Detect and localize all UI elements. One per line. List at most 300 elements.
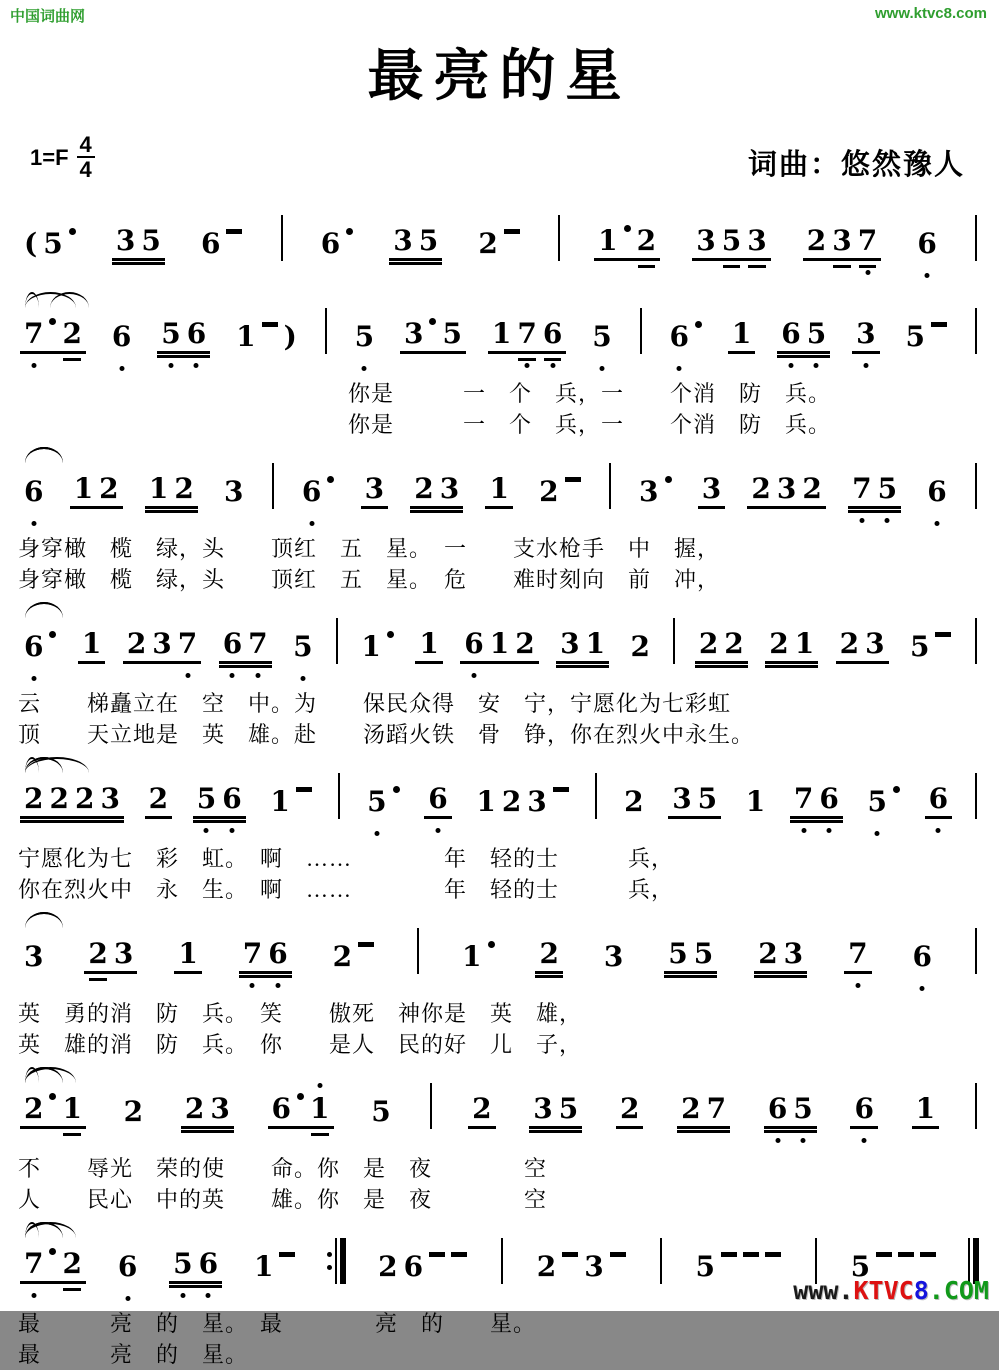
music-note	[905, 320, 924, 354]
note-glyph: 1	[731, 317, 752, 350]
note-glyph: 3	[603, 940, 624, 973]
music-note	[223, 627, 242, 661]
watermark-segment: 8	[913, 1276, 929, 1305]
music-note	[429, 317, 436, 351]
music-note	[419, 627, 438, 661]
octave-dot-below	[525, 363, 530, 368]
note-glyph: 6	[669, 320, 689, 353]
music-note	[99, 472, 118, 506]
note-glyph: 2	[174, 472, 194, 505]
octave-dot-below	[119, 366, 124, 371]
music-note	[429, 1250, 445, 1284]
note-glyph: 1	[462, 940, 482, 973]
music-note	[854, 1092, 873, 1126]
note-glyph	[743, 1252, 759, 1257]
music-note	[419, 224, 438, 258]
note-group	[78, 627, 105, 664]
note-glyph	[49, 631, 56, 638]
note-glyph: 7	[848, 937, 868, 970]
note-glyph: 2	[123, 1095, 144, 1128]
note-group	[836, 627, 889, 664]
music-note	[931, 320, 947, 354]
music-note	[451, 1250, 467, 1284]
barline	[338, 773, 340, 819]
music-note	[226, 227, 242, 261]
music-note	[178, 937, 197, 971]
barline	[975, 773, 977, 819]
music-note	[355, 320, 374, 354]
note-glyph	[765, 1252, 781, 1257]
music-note	[665, 475, 672, 509]
note-group	[691, 1250, 784, 1284]
note-group	[220, 475, 247, 509]
note-glyph: 2	[472, 1092, 492, 1125]
music-note	[414, 472, 433, 506]
note-glyph: 5	[442, 317, 462, 350]
note-group	[20, 630, 60, 664]
music-note	[584, 1250, 603, 1284]
music-note	[893, 785, 900, 819]
note-group	[533, 1250, 630, 1284]
note-glyph: 2	[681, 1092, 701, 1125]
note-glyph: 1	[148, 472, 169, 505]
note-glyph	[327, 476, 334, 483]
note-glyph: 3	[672, 782, 692, 815]
note-group	[848, 472, 901, 509]
note-glyph: 5	[695, 1250, 715, 1283]
music-note	[24, 782, 43, 816]
note-group	[400, 317, 466, 354]
note-glyph: 1	[476, 785, 496, 818]
music-note	[910, 630, 929, 664]
note-glyph: 6	[271, 1092, 292, 1125]
music-note	[489, 472, 508, 506]
note-glyph	[504, 229, 520, 234]
note-group	[529, 1092, 582, 1129]
music-note	[297, 1092, 304, 1126]
music-note	[604, 940, 623, 974]
note-glyph: 3	[113, 937, 134, 970]
barline	[325, 308, 327, 354]
note-glyph	[695, 321, 702, 328]
note-glyph: 1	[489, 472, 509, 505]
octave-dot-below	[275, 983, 280, 988]
note-glyph: 6	[111, 320, 132, 353]
score-system	[18, 1066, 981, 1215]
note-glyph: 3	[527, 785, 547, 818]
note-group	[145, 472, 198, 509]
note-glyph: 2	[536, 1250, 557, 1283]
music-note	[747, 224, 766, 258]
music-note	[178, 627, 197, 661]
music-note	[472, 1092, 491, 1126]
music-note	[272, 1092, 291, 1126]
note-glyph: 2	[148, 782, 169, 815]
note-glyph: 2	[126, 627, 147, 660]
music-note	[586, 627, 605, 661]
note-glyph: 5	[909, 630, 930, 663]
note-glyph: 6	[542, 317, 563, 350]
note-glyph: 3	[560, 627, 580, 660]
note-group	[112, 224, 165, 261]
music-note	[639, 475, 658, 509]
score-system	[18, 198, 981, 285]
lyric-row: 人 民心 中的英 雄。你 是 夜 空	[18, 1187, 548, 1212]
note-group	[410, 472, 463, 509]
note-group	[424, 782, 451, 819]
music-note	[694, 937, 713, 971]
music-note	[743, 1250, 759, 1284]
music-note	[913, 940, 932, 974]
note-group	[728, 317, 755, 354]
note-group	[594, 224, 660, 261]
note-glyph: 7	[852, 472, 872, 505]
note-glyph	[488, 941, 495, 948]
music-note	[197, 782, 216, 816]
music-note	[793, 1092, 812, 1126]
note-group	[698, 472, 725, 509]
note-glyph: 7	[24, 1247, 44, 1280]
music-note	[858, 224, 877, 258]
note-group	[458, 940, 498, 974]
music-line	[18, 1066, 981, 1153]
note-glyph: 3	[696, 224, 716, 257]
note-glyph	[565, 477, 581, 482]
octave-dot-below	[435, 828, 440, 833]
music-note	[404, 1250, 423, 1284]
note-glyph	[387, 631, 394, 638]
music-note	[539, 475, 558, 509]
music-note	[543, 317, 562, 351]
music-note	[187, 317, 206, 351]
note-glyph: 3	[24, 940, 44, 973]
footer-watermark	[793, 1276, 989, 1305]
music-note	[565, 475, 581, 509]
music-note	[75, 782, 94, 816]
music-note	[672, 782, 691, 816]
note-glyph: 3	[115, 224, 136, 257]
note-glyph: 6	[186, 317, 207, 350]
music-note	[442, 317, 461, 351]
note-glyph: 6	[917, 227, 937, 260]
note-glyph: 1	[62, 1092, 82, 1125]
note-glyph	[346, 228, 353, 235]
note-glyph: 5	[141, 224, 161, 257]
octave-dot-below	[471, 673, 476, 678]
score-system	[18, 601, 981, 750]
note-group	[803, 224, 881, 261]
note-glyph: 5	[558, 1092, 579, 1125]
music-note	[43, 227, 62, 261]
note-glyph: 6	[24, 630, 44, 663]
music-note	[279, 1250, 295, 1284]
note-glyph: 2	[769, 627, 789, 660]
music-note	[404, 317, 423, 351]
song-title: 最亮的星	[367, 46, 632, 108]
octave-dot-below	[859, 518, 864, 523]
octave-dot-below	[31, 521, 36, 526]
note-group	[754, 937, 807, 974]
note-glyph: 2	[62, 317, 82, 350]
note-group	[472, 785, 572, 819]
octave-dot-below	[875, 831, 880, 836]
note-group	[232, 320, 301, 354]
note-glyph: 7	[177, 627, 198, 660]
music-note	[118, 1250, 137, 1284]
note-glyph: 1	[73, 472, 94, 505]
music-note	[777, 472, 796, 506]
music-note	[393, 224, 412, 258]
music-note	[201, 227, 220, 261]
note-glyph: 5	[697, 782, 718, 815]
note-glyph: 6	[912, 940, 932, 973]
octave-dot-below	[599, 366, 604, 371]
music-note	[248, 627, 267, 661]
music-note	[929, 782, 948, 816]
octave-dot-below	[934, 521, 939, 526]
octave-dot-below	[925, 273, 930, 278]
note-group	[266, 785, 315, 819]
music-note	[69, 227, 76, 261]
music-note	[365, 472, 384, 506]
note-glyph	[429, 1252, 445, 1257]
note-glyph: 3	[776, 472, 797, 505]
key-label: 1=F	[30, 144, 69, 170]
note-glyph	[451, 1252, 467, 1257]
music-note	[707, 1092, 726, 1126]
music-note	[393, 785, 400, 819]
note-glyph: 2	[758, 937, 778, 970]
note-glyph: 7	[517, 317, 537, 350]
note-glyph: 1	[489, 627, 510, 660]
music-note	[24, 630, 43, 664]
music-note	[624, 224, 631, 258]
note-glyph: 2	[636, 224, 657, 257]
music-note	[724, 627, 743, 661]
note-glyph: 3	[364, 472, 385, 505]
note-group	[852, 317, 879, 354]
note-glyph: 2	[49, 782, 69, 815]
note-group	[850, 1092, 877, 1129]
note-glyph: 2	[62, 1247, 82, 1280]
note-group	[923, 475, 950, 509]
note-glyph: 5	[850, 1250, 871, 1283]
note-glyph: 2	[802, 472, 822, 505]
music-line	[18, 756, 981, 843]
note-group	[626, 630, 653, 664]
music-note	[100, 782, 119, 816]
note-group	[535, 475, 584, 509]
music-note	[802, 472, 821, 506]
music-note	[236, 320, 255, 354]
barline	[609, 463, 611, 509]
music-note	[537, 1250, 556, 1284]
music-note	[592, 320, 611, 354]
note-glyph: 3	[393, 224, 413, 257]
music-note	[74, 472, 93, 506]
music-note	[490, 627, 509, 661]
music-note	[62, 317, 81, 351]
note-glyph: 6	[268, 937, 288, 970]
music-note	[173, 1247, 192, 1281]
note-glyph: 3	[865, 627, 885, 660]
note-group	[20, 782, 124, 819]
note-glyph: 6	[927, 475, 947, 508]
note-glyph: 3	[832, 224, 852, 257]
music-note	[124, 1095, 143, 1129]
time-bottom: 4	[77, 156, 95, 181]
note-glyph: 6	[222, 627, 243, 660]
music-note	[533, 1092, 552, 1126]
music-note	[917, 227, 936, 261]
note-group	[909, 940, 936, 974]
note-group	[329, 940, 378, 974]
music-note	[310, 1092, 329, 1126]
note-group	[157, 317, 210, 354]
note-glyph: 3	[224, 475, 244, 508]
time-top: 4	[79, 132, 92, 157]
note-glyph: 6	[198, 1247, 219, 1280]
note-group	[635, 475, 675, 509]
note-glyph: 3	[152, 627, 172, 660]
octave-dot-below	[194, 363, 199, 368]
note-glyph: 5	[367, 785, 387, 818]
note-group	[20, 1247, 86, 1284]
lyric-row: 你是 一 个 兵，一 个消 防 兵。	[348, 381, 832, 406]
octave-dot-below	[374, 831, 379, 836]
lyric-row: 不 辱光 荣的使 命。你 是 夜 空	[18, 1156, 548, 1181]
music-note	[916, 1092, 935, 1126]
note-group	[268, 1092, 334, 1129]
note-glyph: 5	[877, 472, 898, 505]
note-glyph: 6	[854, 1092, 874, 1125]
note-glyph: 2	[184, 1092, 205, 1125]
note-group	[588, 320, 615, 354]
note-glyph: 2	[630, 630, 650, 663]
music-note	[751, 472, 770, 506]
barline	[501, 1238, 503, 1284]
note-glyph: 2	[378, 1250, 398, 1283]
note-glyph: 7	[793, 782, 814, 815]
barline-thin	[335, 1238, 337, 1284]
note-group	[123, 627, 201, 664]
music-note	[88, 937, 107, 971]
note-group	[174, 937, 201, 974]
slur-arc	[25, 912, 63, 928]
music-note	[378, 1250, 397, 1284]
note-glyph	[893, 786, 900, 793]
octave-dot-below	[362, 366, 367, 371]
music-note	[721, 1250, 737, 1284]
note-group	[20, 475, 47, 509]
note-group	[317, 227, 357, 261]
note-glyph: 1	[745, 785, 766, 818]
barline	[336, 618, 338, 664]
music-note	[560, 627, 579, 661]
music-note	[807, 224, 826, 258]
music-note	[321, 227, 340, 261]
music-note	[630, 630, 649, 664]
note-glyph: 3	[100, 782, 120, 815]
note-glyph	[562, 1252, 578, 1257]
note-glyph	[49, 1093, 56, 1100]
note-group	[913, 227, 940, 261]
music-line	[18, 198, 981, 285]
note-glyph	[297, 1093, 304, 1100]
note-glyph: 3	[747, 224, 767, 257]
note-glyph: 6	[301, 475, 322, 508]
note-group	[120, 1095, 147, 1129]
slur-arc	[25, 602, 63, 618]
note-group	[742, 785, 769, 819]
note-glyph: 2	[24, 1092, 44, 1125]
barline	[417, 928, 419, 974]
music-note	[24, 1092, 43, 1126]
music-note	[598, 224, 617, 258]
octave-dot-below	[865, 270, 870, 275]
music-note	[668, 937, 687, 971]
barline	[975, 618, 977, 664]
music-note	[49, 317, 56, 351]
note-glyph: 5	[693, 937, 714, 970]
octave-dot-below	[885, 518, 890, 523]
note-glyph: 6	[222, 782, 242, 815]
music-note	[152, 627, 171, 661]
note-group	[389, 224, 442, 261]
music-note	[758, 937, 777, 971]
music-line	[18, 446, 981, 533]
lyric-row: 你是 一 个 兵，一 个消 防 兵。	[348, 412, 832, 437]
music-note	[562, 1250, 578, 1284]
music-note	[539, 937, 558, 971]
note-glyph	[226, 229, 242, 234]
music-note	[199, 1247, 218, 1281]
note-glyph: 2	[806, 224, 827, 257]
music-note	[268, 937, 287, 971]
note-glyph: 2	[88, 937, 108, 970]
octave-dot-below	[677, 366, 682, 371]
note-group	[468, 1092, 495, 1129]
music-note	[696, 224, 715, 258]
note-glyph: 2	[332, 940, 353, 973]
note-glyph: 1	[419, 627, 439, 660]
music-note	[254, 1250, 273, 1284]
barline	[430, 1083, 432, 1129]
music-line	[18, 601, 981, 688]
note-group	[363, 785, 403, 819]
note-glyph: 2	[478, 227, 498, 260]
music-note	[848, 937, 867, 971]
note-glyph: 2	[724, 627, 744, 660]
note-glyph: 5	[371, 1095, 391, 1128]
note-glyph: 5	[173, 1247, 193, 1280]
note-glyph: 7	[24, 317, 44, 350]
music-note	[210, 1092, 229, 1126]
note-glyph: 3	[856, 317, 876, 350]
note-group	[374, 1250, 471, 1284]
octave-dot-below	[168, 363, 173, 368]
note-group	[665, 320, 705, 354]
note-group	[864, 785, 904, 819]
lyric-row: 云 梯矗立在 空 中。为 保民众得 安 宁，宁愿化为七彩虹	[18, 691, 732, 716]
note-glyph: 1	[81, 627, 102, 660]
note-glyph	[49, 318, 56, 325]
note-glyph: 5	[793, 1092, 813, 1125]
music-note	[878, 472, 897, 506]
music-note	[440, 472, 459, 506]
watermark-segment: www.	[793, 1276, 854, 1305]
note-glyph: 3	[701, 472, 722, 505]
